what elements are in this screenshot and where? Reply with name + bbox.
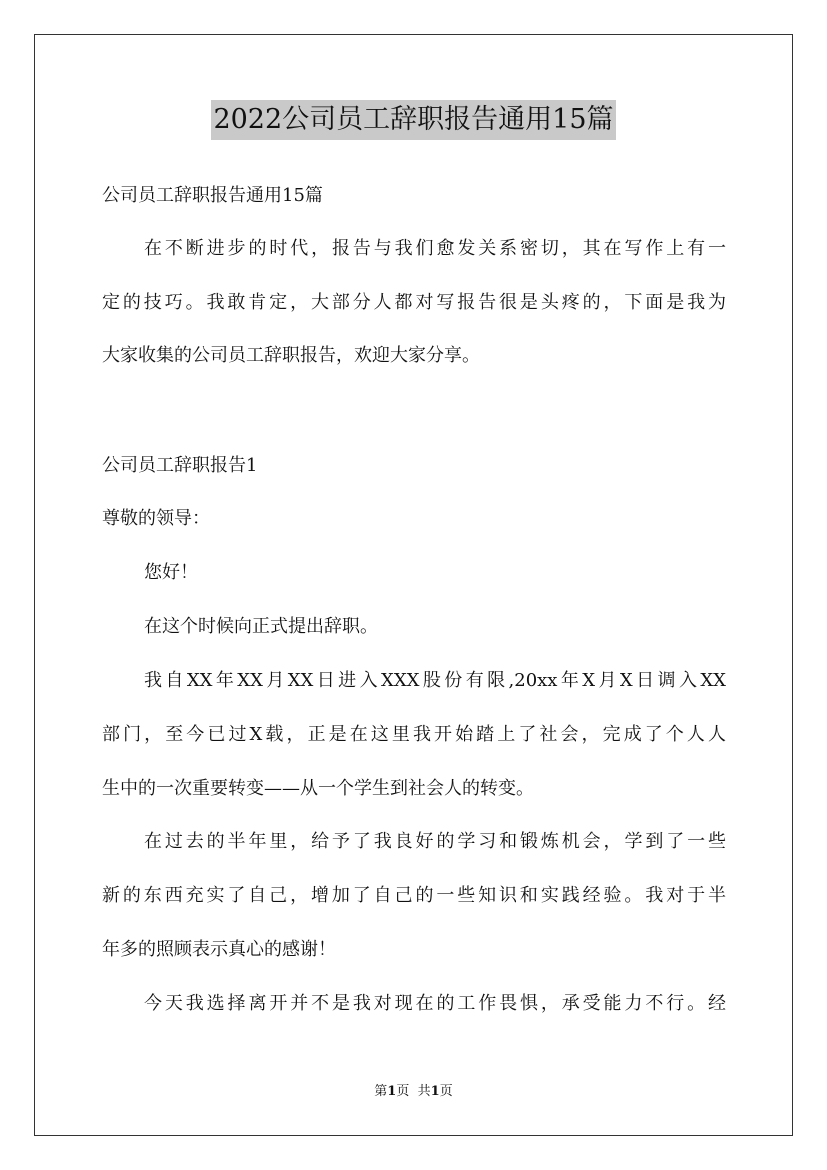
paragraph-3-line-2: 新的东西充实了自己，增加了自己的一些知识和实践经验。我对于半 — [102, 885, 726, 906]
paragraph-2-line-2: 部门，至今已过X载，正是在这里我开始踏上了社会，完成了个人人 — [102, 724, 726, 745]
footer-page-suffix: 页 — [396, 1084, 410, 1099]
footer-total-suffix: 页 — [439, 1084, 453, 1099]
paragraph-3-line-1: 在过去的半年里，给予了我良好的学习和锻炼机会，学到了一些 — [144, 831, 726, 852]
paragraph-3-line-3: 年多的照顾表示真心的感谢！ — [102, 939, 336, 960]
footer-total-number: 1 — [430, 1084, 440, 1099]
footer-total-prefix: 共 — [417, 1084, 431, 1099]
footer-page-number: 1 — [387, 1084, 397, 1099]
intro-line-3: 大家收集的公司员工辞职报告，欢迎大家分享。 — [102, 345, 480, 366]
paragraph-1: 在这个时候向正式提出辞职。 — [144, 616, 378, 637]
section-heading: 公司员工辞职报告1 — [102, 455, 258, 476]
intro-line-1: 在不断进步的时代，报告与我们愈发关系密切，其在写作上有一 — [144, 238, 726, 259]
page-footer — [0, 1083, 827, 1101]
document-title: 2022公司员工辞职报告通用15篇 — [211, 100, 615, 140]
paragraph-2-line-1: 我自XX年XX月XX日进入XXX股份有限,20xx年X月X日调入XX — [144, 670, 726, 691]
greeting: 您好！ — [144, 562, 198, 583]
document-subtitle: 公司员工辞职报告通用15篇 — [102, 185, 323, 206]
footer-page-prefix: 第 — [374, 1084, 388, 1099]
intro-line-2: 定的技巧。我敢肯定，大部分人都对写报告很是头疼的，下面是我为 — [102, 292, 726, 313]
title-wrapper — [0, 100, 827, 140]
paragraph-2-line-3: 生中的一次重要转变——从一个学生到社会人的转变。 — [102, 778, 534, 799]
salutation: 尊敬的领导： — [102, 508, 210, 529]
paragraph-4-line-1: 今天我选择离开并不是我对现在的工作畏惧，承受能力不行。经 — [144, 993, 726, 1014]
